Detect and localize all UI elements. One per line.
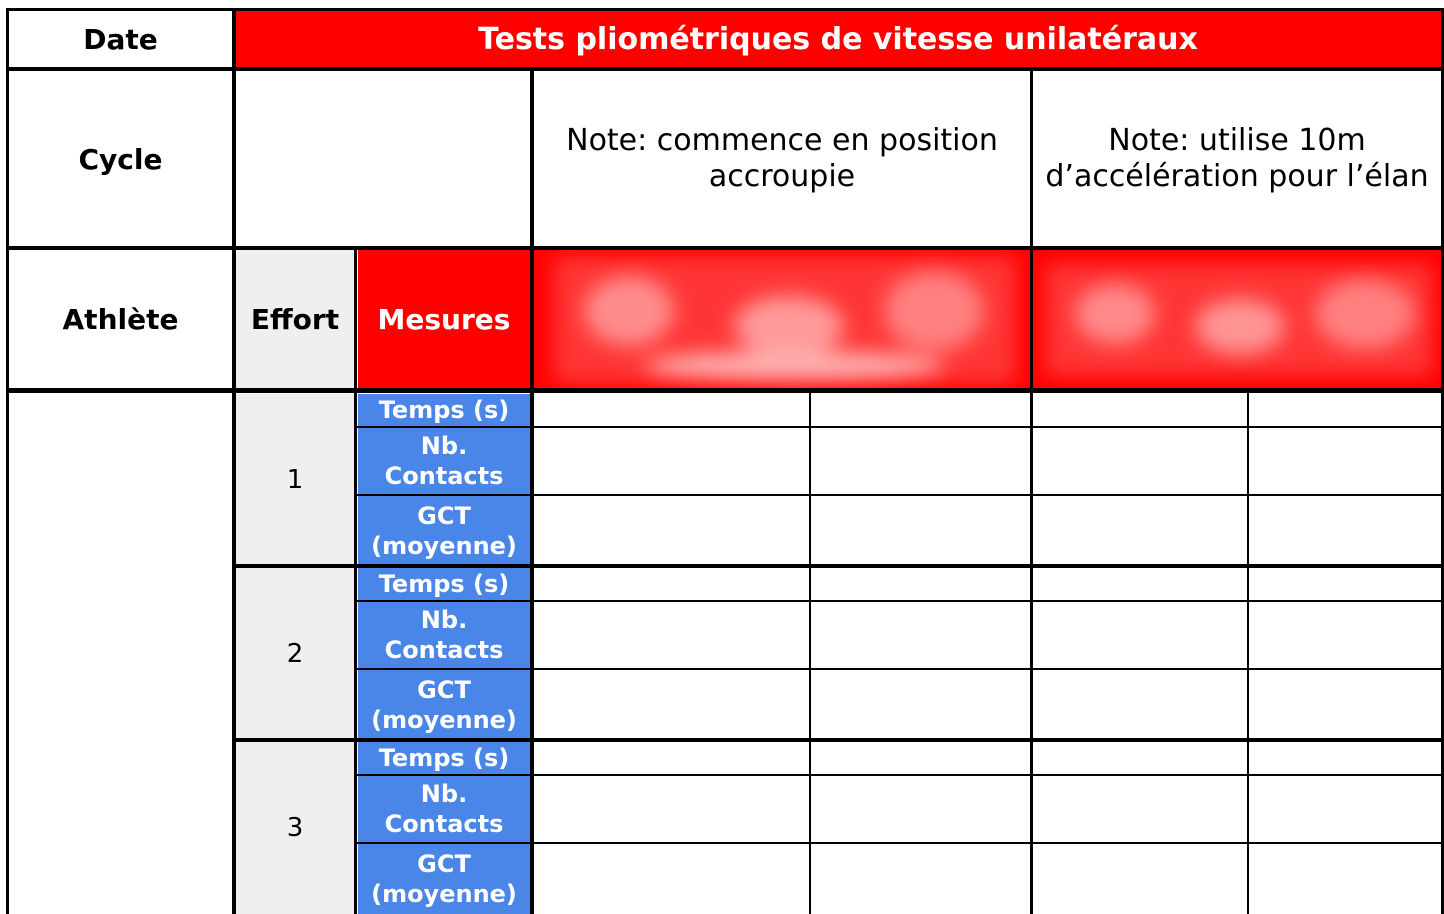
- measure-time: Temps (s): [358, 394, 530, 426]
- data-entry-cell[interactable]: [534, 428, 810, 494]
- data-entry-cell[interactable]: [1033, 602, 1248, 668]
- sheet-title: Tests pliométriques de vitesse unilatéraux: [235, 10, 1441, 68]
- grid-line: [6, 388, 1444, 393]
- data-entry-cell[interactable]: [1033, 742, 1248, 774]
- grid-line: [356, 774, 1444, 776]
- grid-line: [1030, 68, 1033, 914]
- grid-line: [6, 246, 1444, 250]
- data-entry-cell[interactable]: [812, 670, 1030, 739]
- data-entry-cell[interactable]: [1033, 568, 1248, 600]
- data-entry-cell[interactable]: [812, 844, 1030, 914]
- grid-line: [235, 564, 1444, 568]
- data-entry-cell[interactable]: [534, 602, 810, 668]
- data-entry-cell[interactable]: [1033, 670, 1248, 739]
- data-entry-cell[interactable]: [812, 776, 1030, 842]
- measure-contacts: Nb. Contacts: [358, 776, 530, 842]
- data-entry-cell[interactable]: [534, 496, 810, 565]
- redaction-blur: [554, 256, 1016, 384]
- grid-line: [356, 494, 1444, 496]
- data-entry-cell[interactable]: [534, 670, 810, 739]
- grid-line: [6, 67, 1444, 71]
- data-entry-cell[interactable]: [1033, 428, 1248, 494]
- data-entry-cell[interactable]: [1250, 844, 1441, 914]
- data-entry-cell[interactable]: [534, 568, 810, 600]
- data-entry-cell[interactable]: [1033, 496, 1248, 565]
- data-entry-cell[interactable]: [534, 742, 810, 774]
- mesures-label: Mesures: [358, 250, 530, 389]
- grid-line: [356, 600, 1444, 602]
- athlete-value-cell[interactable]: [8, 394, 233, 914]
- data-entry-cell[interactable]: [812, 394, 1030, 426]
- grid-line: [530, 68, 534, 914]
- measure-gct: GCT (moyenne): [358, 844, 530, 914]
- data-entry-cell[interactable]: [812, 742, 1030, 774]
- data-entry-cell[interactable]: [812, 602, 1030, 668]
- data-entry-cell[interactable]: [1250, 776, 1441, 842]
- effort-number: 1: [236, 394, 354, 565]
- grid-line: [232, 8, 236, 914]
- grid-line: [354, 248, 357, 914]
- effort-label: Effort: [236, 250, 354, 389]
- grid-line: [6, 8, 9, 914]
- grid-line: [356, 426, 1444, 428]
- effort-number: 2: [236, 568, 354, 739]
- redaction-blur: [1045, 264, 1433, 376]
- athlete-label: Athlète: [62, 303, 179, 336]
- data-entry-cell[interactable]: [812, 496, 1030, 565]
- measure-time: Temps (s): [358, 742, 530, 774]
- cycle-value-cell[interactable]: [235, 70, 531, 248]
- data-entry-cell[interactable]: [812, 568, 1030, 600]
- date-label: Date: [83, 22, 158, 56]
- grid-line: [809, 390, 811, 914]
- note-run-up: Note: utilise 10m d’accélération pour l’élan: [1045, 123, 1429, 194]
- measure-gct: GCT (moyenne): [358, 496, 530, 565]
- data-entry-cell[interactable]: [1033, 394, 1248, 426]
- data-entry-cell[interactable]: [1250, 496, 1441, 565]
- data-entry-cell[interactable]: [534, 844, 810, 914]
- data-entry-cell[interactable]: [1033, 776, 1248, 842]
- grid-line: [356, 668, 1444, 670]
- data-entry-cell[interactable]: [1250, 742, 1441, 774]
- data-entry-cell[interactable]: [534, 394, 810, 426]
- data-entry-cell[interactable]: [1033, 844, 1248, 914]
- measure-time: Temps (s): [358, 568, 530, 600]
- measure-gct: GCT (moyenne): [358, 670, 530, 739]
- data-entry-cell[interactable]: [1250, 670, 1441, 739]
- cycle-label: Cycle: [78, 142, 163, 176]
- grid-line: [356, 842, 1444, 844]
- data-entry-cell[interactable]: [1250, 568, 1441, 600]
- redacted-test-header-1: [534, 250, 1030, 389]
- grid-line: [1247, 390, 1249, 914]
- data-entry-cell[interactable]: [1250, 602, 1441, 668]
- redacted-test-header-2: [1033, 250, 1441, 389]
- measure-contacts: Nb. Contacts: [358, 428, 530, 494]
- note-squat-start: Note: commence en position accroupie: [566, 123, 998, 194]
- effort-number: 3: [236, 742, 354, 914]
- data-entry-cell[interactable]: [534, 776, 810, 842]
- data-entry-cell[interactable]: [1250, 394, 1441, 426]
- data-entry-cell[interactable]: [812, 428, 1030, 494]
- grid-line: [6, 8, 1443, 11]
- data-entry-cell[interactable]: [1250, 428, 1441, 494]
- measure-contacts: Nb. Contacts: [358, 602, 530, 668]
- grid-line: [235, 738, 1444, 742]
